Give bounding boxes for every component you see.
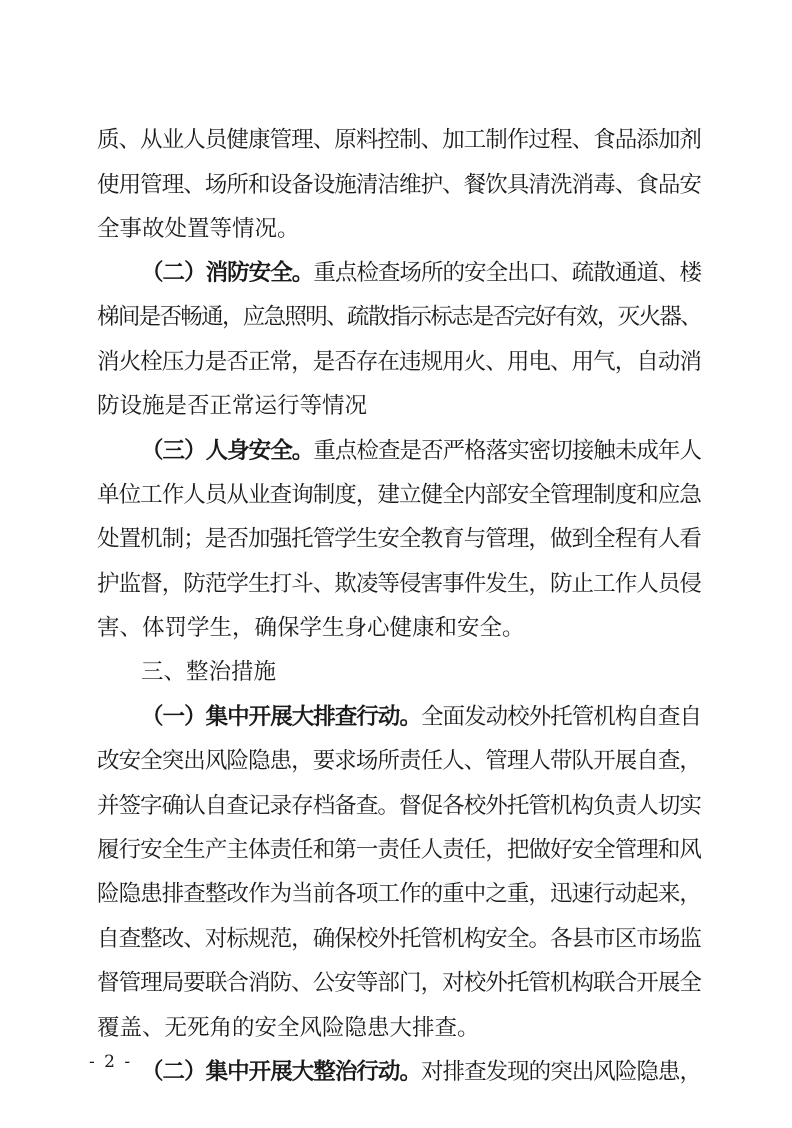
text-line — [141, 436, 701, 466]
text-line: 履行安全生产主体责任和第一责任人责任，把做好安全管理和风 — [97, 837, 701, 863]
text-run: 全面发动校外托管机构自查自 — [421, 704, 701, 730]
text-line: 消火栓压力是否正常，是否存在违规用火、用电、用气，自动消 — [97, 349, 701, 375]
text-line: 自查整改、对标规范，确保校外托管机构安全。各县市区市场监 — [97, 926, 701, 952]
text-line: 并签字确认自查记录存档备查。督促各校外托管机构负责人切实 — [97, 793, 701, 819]
text-line: 改安全突出风险隐患，要求场所责任人、管理人带队开展自查， — [97, 748, 701, 774]
paragraph-heading: （二）集中开展大整治行动。 — [141, 1059, 421, 1085]
text-line: 质、从业人员健康管理、原料控制、加工制作过程、食品添加剂 — [97, 127, 701, 153]
paragraph-heading: （三）人身安全。 — [141, 438, 314, 464]
text-line: 督管理局要联合消防、公安等部门，对校外托管机构联合开展全 — [97, 970, 701, 996]
text-line — [141, 1057, 701, 1087]
text-line: 害、体罚学生，确保学生身心健康和安全。 — [97, 615, 525, 641]
paragraph-heading: （一）集中开展大排查行动。 — [141, 704, 421, 730]
text-line: 险隐患排查整改作为当前各项工作的重中之重，迅速行动起来， — [97, 881, 701, 907]
paragraph-heading: （二）消防安全。 — [141, 260, 314, 286]
text-line: 单位工作人员从业查询制度，建立健全内部安全管理制度和应急 — [97, 482, 701, 508]
text-line: 全事故处置等情况。 — [97, 216, 300, 242]
text-line: 使用管理、场所和设备设施清洁维护、餐饮具清洗消毒、食品安 — [97, 172, 701, 198]
text-line: 梯间是否畅通，应急照明、疏散指示标志是否完好有效，灭火器、 — [97, 304, 701, 330]
text-line: 护监督，防范学生打斗、欺凌等侵害事件发生，防止工作人员侵 — [97, 571, 701, 597]
text-run: 对排查发现的突出风险隐患， — [421, 1059, 701, 1085]
text-line: 防设施是否正常运行等情况 — [97, 393, 368, 419]
section-heading: 三、整治措施 — [141, 659, 277, 685]
text-line — [141, 258, 701, 288]
text-line: 处置机制；是否加强托管学生安全教育与管理，做到全程有人看 — [97, 526, 701, 552]
text-run: 重点检查是否严格落实密切接触未成年人 — [313, 438, 701, 464]
text-line — [141, 702, 701, 732]
text-line: 覆盖、无死角的安全风险隐患大排查。 — [97, 1015, 480, 1041]
page-number: - 2 - — [89, 1052, 133, 1072]
text-run: 重点检查场所的安全出口、疏散通道、楼 — [313, 260, 701, 286]
